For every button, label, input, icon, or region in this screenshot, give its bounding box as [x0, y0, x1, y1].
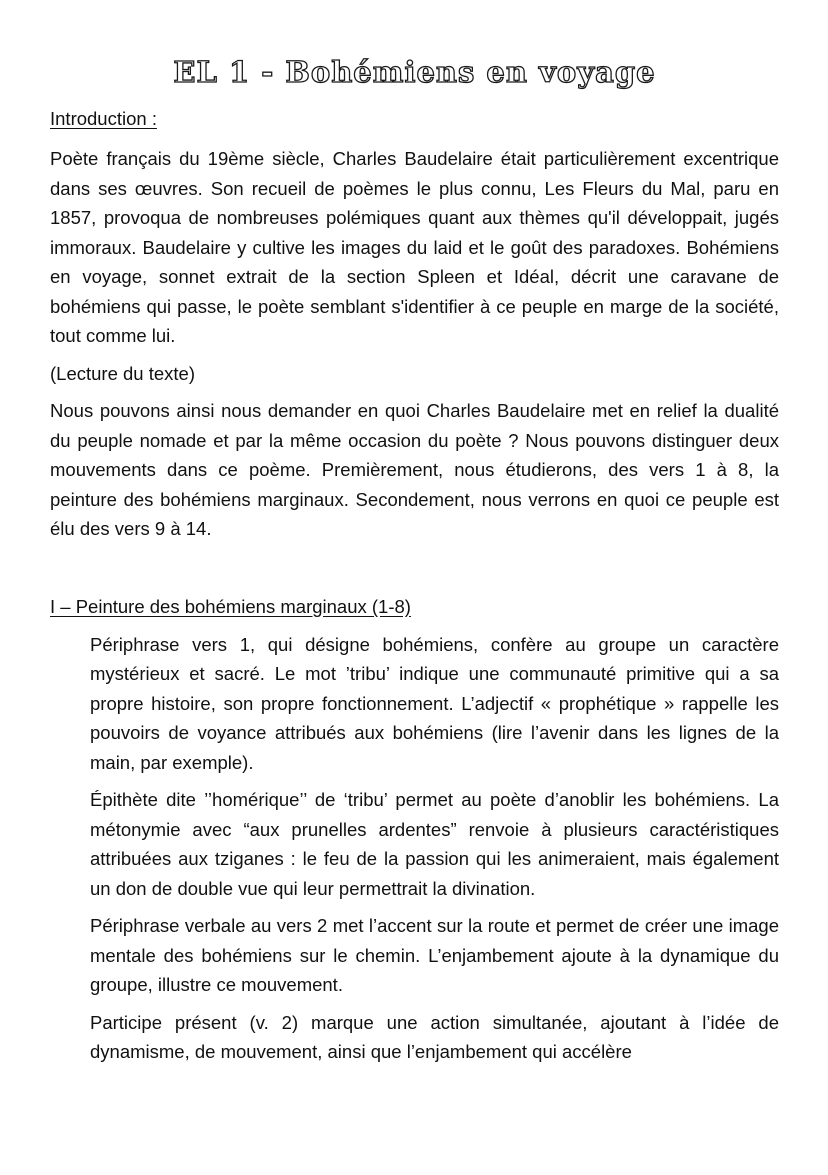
reading-note: (Lecture du texte) [50, 362, 195, 384]
page-title: EL 1 - Bohémiens en voyage [173, 55, 656, 89]
section-spacer [50, 552, 779, 594]
introduction-paragraph: Poète français du 19ème siècle, Charles Baudelaire était particulièrement excentrique dans ses œuvres. Son recueil de poèmes le plus connu, Les Fleurs du Mal, paru en 1857, provoqua de nombreuses polémiques quant aux thèmes qu'il développait, jugés immoraux. Baudelaire y cultive les images du laid et le goût des paradoxes. Bohémiens en voyage, sonnet extrait de la section Spleen et Idéal, décrit une caravane de bohémiens qui passe, le poète semblant s'identifier à ce peuple en marge de la société, tout comme lui. [50, 148, 779, 346]
section-1-heading: I – Peinture des bohémiens marginaux (1-8) [50, 595, 411, 617]
introduction-heading: Introduction : [50, 108, 157, 129]
problematic-paragraph: Nous pouvons ainsi nous demander en quoi Charles Baudelaire met en relief la dualité du peuple nomade et par la même occasion du poète ? Nous pouvons distinguer deux mouvements dans ce poème. Premièrement, nous étudierons, des vers 1 à 8, la peinture des bohémiens marginaux. Secondement, nous verrons en quoi ce peuple est élu des vers 9 à 14. [50, 400, 779, 539]
section-1-paragraph: Épithète dite ’’homérique’’ de ‘tribu’ permet au poète d’anoblir les bohémiens. La métonymie avec “aux prunelles ardentes” renvoie à plusieurs caractéristiques attribuées aux tziganes : le feu de la passion qui les animeraient, mais également un don de double vue qui leur permettrait la divination. [90, 789, 779, 899]
section-1-paragraph: Participe présent (v. 2) marque une action simultanée, ajoutant à l’idée de dynamisme, de mouvement, ainsi que l’enjambement qui accélère [90, 1011, 779, 1062]
section-1-paragraph: Périphrase verbale au vers 2 met l’accent sur la route et permet de créer une image mentale des bohémiens sur le chemin. L’enjambement ajoute à la dynamique du groupe, illustre ce mouvement. [90, 915, 779, 995]
section-1-paragraph: Périphrase vers 1, qui désigne bohémiens, confère au groupe un caractère mystérieux et sacré. Le mot ’tribu’ indique une communauté primitive qui a sa propre histoire, son propre fonctionnement. L’adjectif « prophétique » rappelle les pouvoirs de voyance attribués aux bohémiens (lire l’avenir dans les lignes de la main, par exemple). [90, 633, 779, 773]
